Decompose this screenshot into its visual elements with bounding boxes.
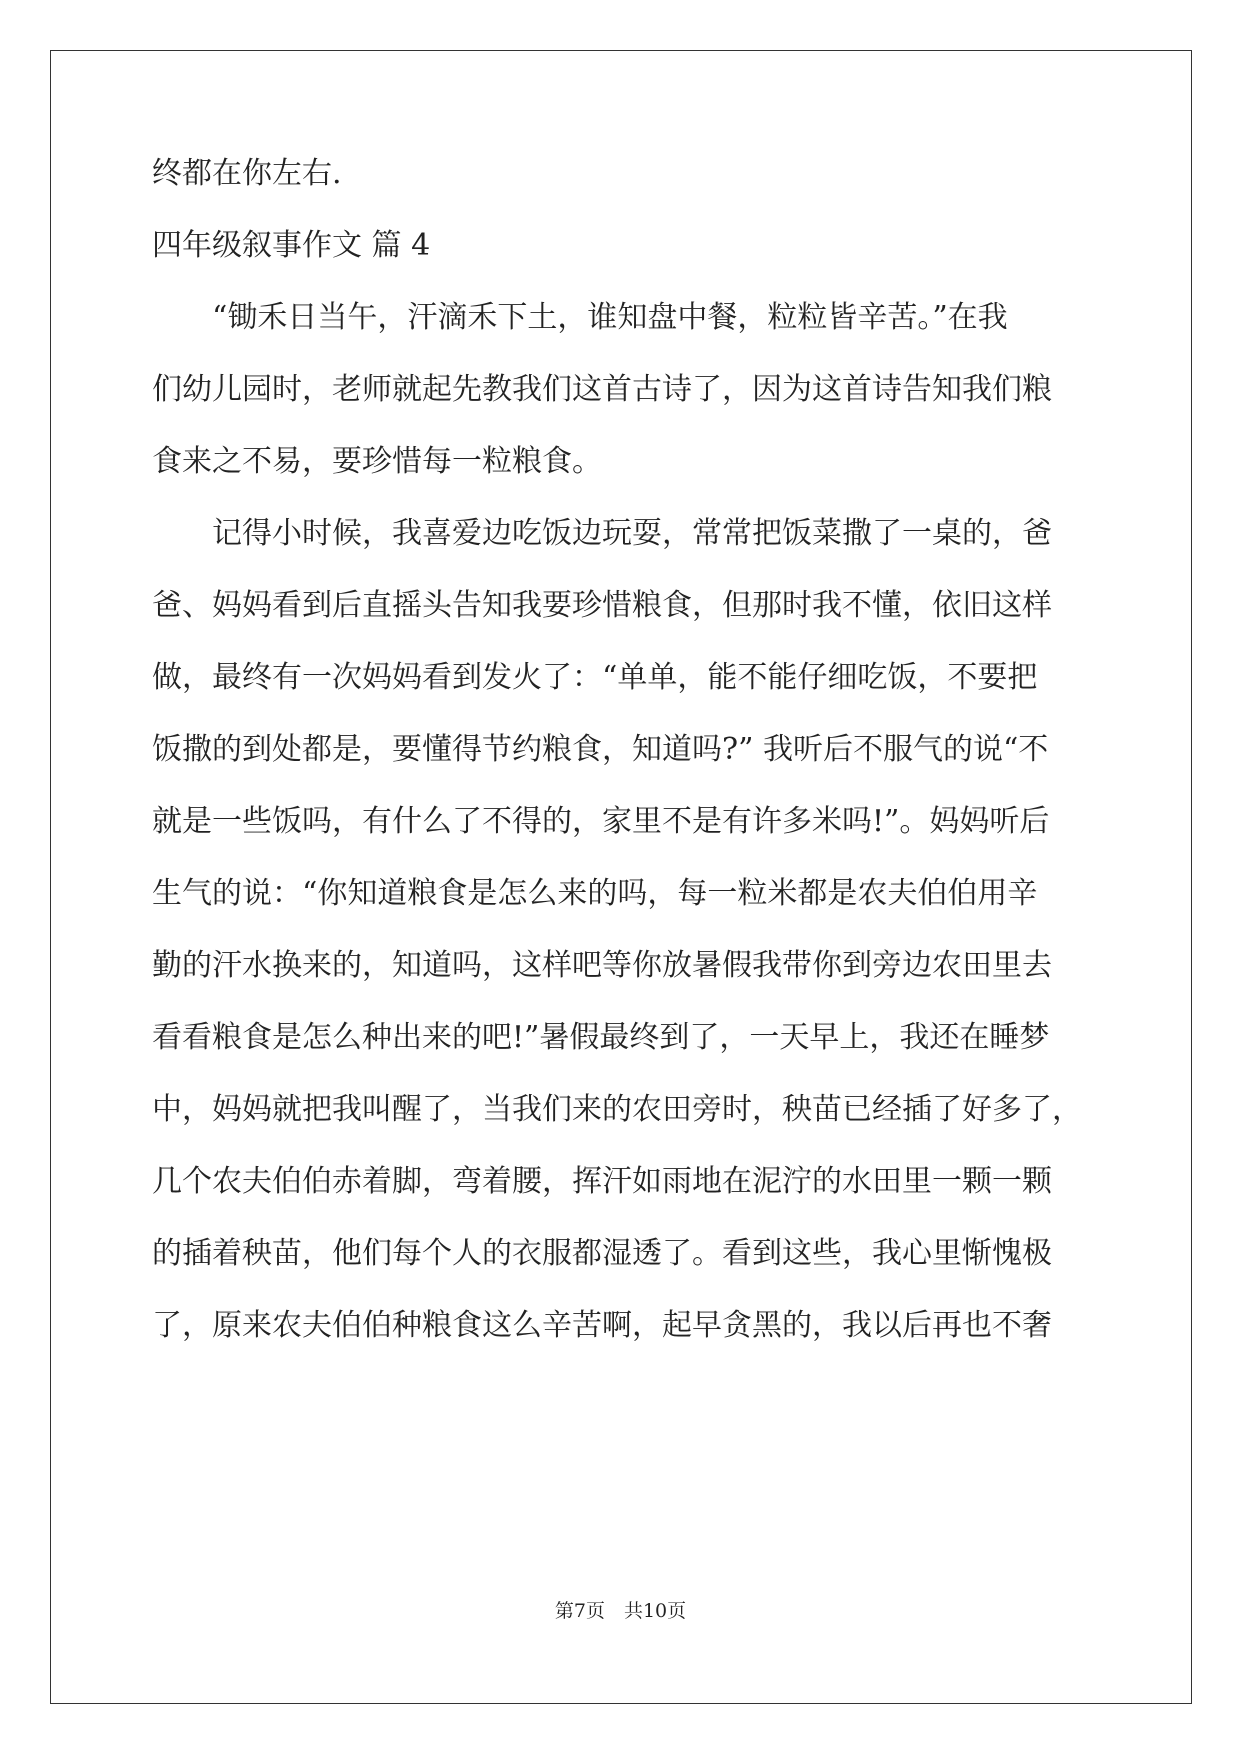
text-line: 们幼儿园时，老师就起先教我们这首古诗了，因为这首诗告知我们粮 bbox=[152, 372, 1052, 407]
text-line: 做，最终有一次妈妈看到发火了：“单单，能不能仔细吃饭，不要把 bbox=[152, 660, 1038, 695]
text-line: 饭撒的到处都是，要懂得节约粮食，知道吗?” 我听后不服气的说“不 bbox=[152, 732, 1049, 767]
text-line: 就是一些饭吗，有什么了不得的，家里不是有许多米吗!”。妈妈听后 bbox=[152, 804, 1050, 839]
text-line: 终都在你左右. bbox=[152, 156, 342, 191]
text-line: “锄禾日当午，汗滴禾下土，谁知盘中餐，粒粒皆辛苦。”在我 bbox=[152, 300, 1008, 335]
text-line: 的插着秧苗，他们每个人的衣服都湿透了。看到这些，我心里惭愧极 bbox=[152, 1236, 1052, 1271]
text-line: 几个农夫伯伯赤着脚，弯着腰，挥汗如雨地在泥泞的水田里一颗一颗 bbox=[152, 1164, 1052, 1199]
text-line: 看看粮食是怎么种出来的吧!”暑假最终到了，一天早上，我还在睡梦 bbox=[152, 1020, 1050, 1055]
text-line: 爸、妈妈看到后直摇头告知我要珍惜粮食，但那时我不懂，依旧这样 bbox=[152, 588, 1052, 623]
text-line: 食来之不易，要珍惜每一粒粮食。 bbox=[152, 444, 602, 479]
text-line: 生气的说：“你知道粮食是怎么来的吗，每一粒米都是农夫伯伯用辛 bbox=[152, 876, 1038, 911]
text-line: 中，妈妈就把我叫醒了，当我们来的农田旁时，秧苗已经插了好多了， bbox=[152, 1092, 1082, 1127]
text-line: 了，原来农夫伯伯种粮食这么辛苦啊，起早贪黑的，我以后再也不奢 bbox=[152, 1308, 1052, 1343]
text-line: 勤的汗水换来的，知道吗，这样吧等你放暑假我带你到旁边农田里去 bbox=[152, 948, 1052, 983]
section-heading: 四年级叙事作文 篇 4 bbox=[152, 228, 431, 263]
page-number: 第7页 共10页 bbox=[554, 1600, 687, 1622]
text-line: 记得小时候，我喜爱边吃饭边玩耍，常常把饭菜撒了一桌的，爸 bbox=[152, 516, 1052, 551]
